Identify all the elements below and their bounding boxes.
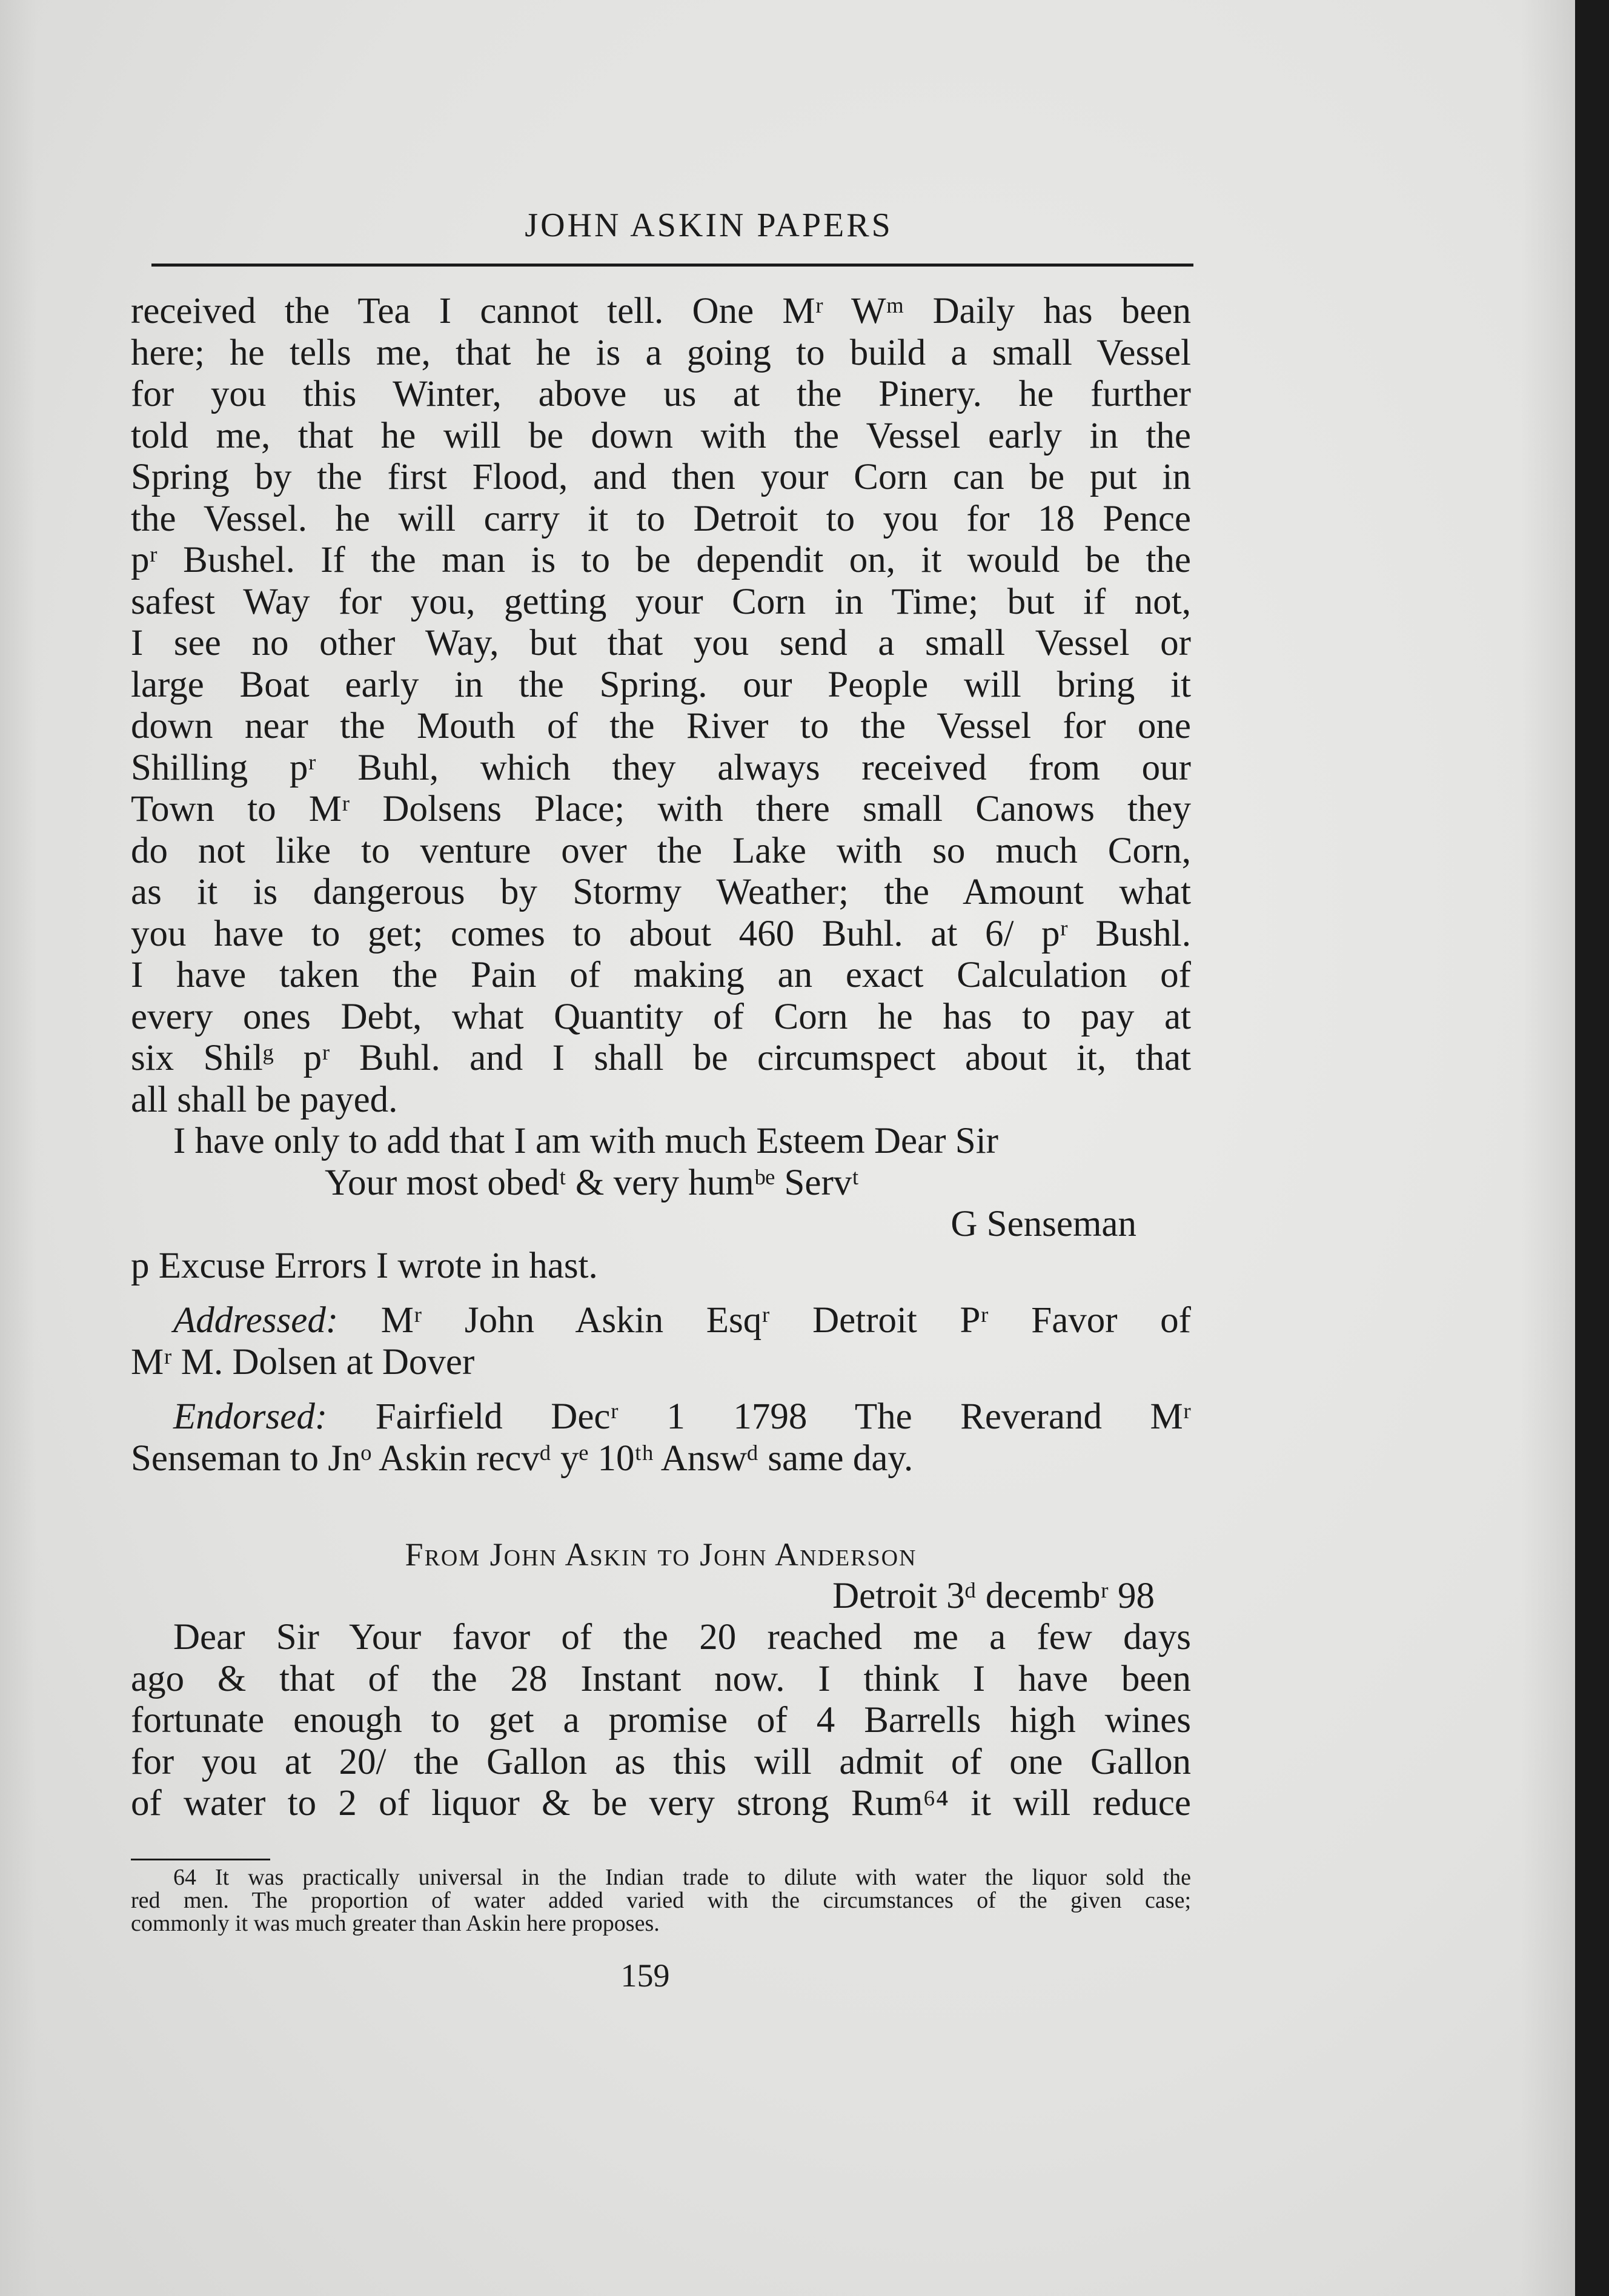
footnote-line: commonly it was much greater than Askin here proposes. (131, 1911, 660, 1936)
text-line: as it is dangerous by Stormy Weather; the Amount what (131, 872, 1191, 912)
addressed-text: Mʳ John Askin Esqʳ Detroit Pʳ Favor of (338, 1300, 1191, 1341)
text-line: I have taken the Pain of making an exact Calculation of (131, 955, 1191, 995)
text-line: fortunate enough to get a promise of 4 Barrells high wines (131, 1700, 1191, 1740)
text-line: safest Way for you, getting your Corn in Time; but if not, (131, 581, 1191, 622)
text-line: all shall be payed. (131, 1079, 398, 1120)
text-line: of water to 2 of liquor & be very strong Rum⁶⁴ it will reduce (131, 1783, 1191, 1823)
section-title: From John Askin to John Anderson (405, 1536, 917, 1573)
text-line: I see no other Way, but that you send a small Vessel or (131, 623, 1191, 663)
text-line: told me, that he will be down with the Vessel early in the (131, 415, 1191, 456)
page-number: 159 (620, 1957, 670, 1994)
text-line: every ones Debt, what Quantity of Corn he has to pay at (131, 996, 1191, 1037)
text-line: Dear Sir Your favor of the 20 reached me a few days (173, 1617, 1191, 1657)
endorsed-text: Fairfield Decʳ 1 1798 The Reverand Mʳ (327, 1396, 1191, 1437)
text-line: Town to Mʳ Dolsens Place; with there small Canows they (131, 789, 1191, 829)
footnote-rule (131, 1859, 270, 1860)
text-line: ago & that of the 28 Instant now. I think I have been (131, 1658, 1191, 1699)
postscript: p Excuse Errors I wrote in hast. (131, 1245, 598, 1286)
text-line: Shilling pʳ Buhl, which they always received from our (131, 747, 1191, 788)
page-left-edge (0, 0, 36, 2296)
text-line: for you at 20/ the Gallon as this will admit of one Gallon (131, 1741, 1191, 1782)
closing-line: I have only to add that I am with much Esteem Dear Sir (173, 1121, 998, 1161)
valediction: Your most obedᵗ & very humᵇᵉ Servᵗ (325, 1162, 859, 1203)
endorsed-line-2: Senseman to Jnᵒ Askin recvᵈ yᵉ 10ᵗʰ Answᵈ same day. (131, 1438, 914, 1479)
text-line: six Shilᵍ pʳ Buhl. and I shall be circumspect about it, that (131, 1038, 1191, 1078)
endorsed-line (131, 1396, 1191, 1438)
footnote-line: 64 It was practically universal in the Indian trade to dilute with water the liquor sold the (173, 1865, 1191, 1890)
page-body (131, 291, 1191, 1825)
text-line: do not like to venture over the Lake with so much Corn, (131, 830, 1191, 871)
header-rule (151, 264, 1193, 267)
endorsed-label: Endorsed: (173, 1396, 328, 1437)
spacer (131, 1287, 1191, 1300)
dateline: Detroit 3ᵈ decembʳ 98 (832, 1575, 1155, 1616)
text-line: received the Tea I cannot tell. One Mʳ Wᵐ Daily has been (131, 291, 1191, 331)
addressed-line-2: Mʳ M. Dolsen at Dover (131, 1341, 475, 1382)
text-line: pʳ Bushel. If the man is to be dependit on, it would be the (131, 540, 1191, 580)
spacer (131, 1383, 1191, 1396)
signature: G Senseman (950, 1204, 1136, 1244)
spacer (131, 1479, 1191, 1534)
text-line: the Vessel. he will carry it to Detroit to you for 18 Pence (131, 498, 1191, 539)
addressed-label: Addressed: (173, 1300, 339, 1341)
running-header: JOHN ASKIN PAPERS (525, 207, 893, 244)
text-line: large Boat early in the Spring. our People will bring it (131, 664, 1191, 705)
text-line: here; he tells me, that he is a going to build a small Vessel (131, 332, 1191, 373)
text-line: you have to get; comes to about 460 Buhl. at 6/ pʳ Bushl. (131, 913, 1191, 954)
text-line: for you this Winter, above us at the Pinery. he further (131, 374, 1191, 414)
text-line: down near the Mouth of the River to the Vessel for one (131, 706, 1191, 746)
text-line: Spring by the first Flood, and then your Corn can be put in (131, 457, 1191, 497)
page-right-shadow (1521, 0, 1575, 2296)
addressed-line (131, 1300, 1191, 1342)
footnotes (131, 1866, 1191, 1935)
footnote-line: red men. The proportion of water added varied with the circumstances of the given case; (131, 1888, 1191, 1913)
